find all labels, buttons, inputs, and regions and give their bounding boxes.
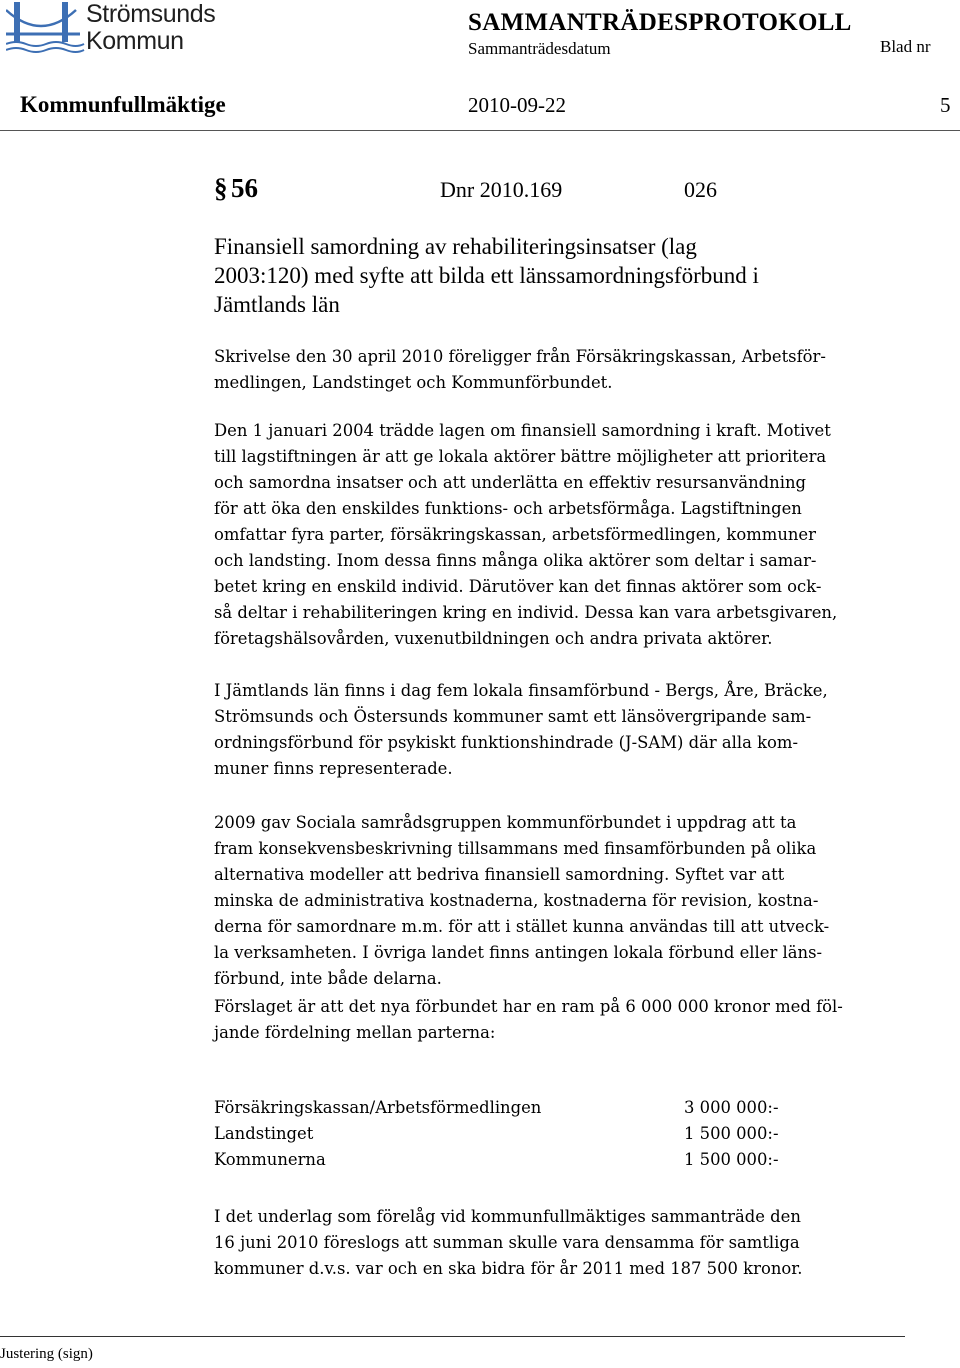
- table-row: [214, 1150, 814, 1176]
- logo-text-line2: Kommun: [86, 27, 184, 55]
- governing-body-name: Kommunfullmäktige: [20, 92, 226, 117]
- text-line: Strömsunds och Östersunds kommuner samt ett länsövergripande sam-: [214, 707, 812, 726]
- signature-label: Justering (sign): [0, 1346, 93, 1362]
- meeting-date: 2010-09-22: [468, 93, 566, 117]
- text-line: för att öka den enskildes funktions- och arbetsförmåga. Lagstiftningen: [214, 499, 802, 518]
- header-divider: [0, 130, 960, 131]
- document-title: SAMMANTRÄDESPROTOKOLL: [468, 9, 852, 36]
- footer-divider: [0, 1336, 905, 1337]
- text-line: derna för samordnare m.m. för att i stället kunna användas till att utveck-: [214, 917, 830, 936]
- text-line: förbund, inte både delarna.: [214, 969, 442, 988]
- paragraph-number: 56: [231, 173, 258, 203]
- text-line: omfattar fyra parter, försäkringskassan, arbetsförmedlingen, kommuner: [214, 525, 816, 544]
- table-row: [214, 1098, 814, 1124]
- paragraph-assignment: [214, 810, 924, 992]
- case-code: 026: [684, 177, 717, 202]
- text-line: alternativa modeller att bedriva finansiell samordning. Syftet var att: [214, 865, 785, 884]
- text-line: la verksamheten. I övriga landet finns antingen lokala förbund eller läns-: [214, 943, 823, 962]
- bridge-logo-icon: [6, 0, 86, 58]
- allocation-party: Kommunerna: [214, 1150, 326, 1169]
- item-title-line: Finansiell samordning av rehabiliteringsinsatser (lag: [214, 234, 697, 259]
- allocation-amount: 1 500 000:-: [684, 1124, 779, 1143]
- text-line: betet kring en enskild individ. Därutöver kan det finnas aktörer som ock-: [214, 577, 822, 596]
- text-line: fram konsekvensbeskrivning tillsammans med finsamförbunden på olika: [214, 839, 817, 858]
- allocation-amount: 1 500 000:-: [684, 1150, 779, 1169]
- meeting-date-label: Sammanträdesdatum: [468, 39, 611, 58]
- text-line: företagshälsovården, vuxenutbildningen och andra privata aktörer.: [214, 629, 773, 648]
- text-line: 16 juni 2010 föreslogs att summan skulle vara densamma för samtliga: [214, 1233, 800, 1252]
- allocation-party: Landstinget: [214, 1124, 314, 1143]
- text-line: Skrivelse den 30 april 2010 föreligger från Försäkringskassan, Arbetsför-: [214, 347, 826, 366]
- registration-number: Dnr 2010.169: [440, 177, 563, 202]
- text-line: kommuner d.v.s. var och en ska bidra för år 2011 med 187 500 kronor.: [214, 1259, 803, 1278]
- paragraph-proposal: [214, 994, 924, 1046]
- item-title-line: 2003:120) med syfte att bilda ett länssamordningsförbund i: [214, 263, 759, 288]
- text-line: 2009 gav Sociala samrådsgruppen kommunförbundet i uppdrag att ta: [214, 813, 797, 832]
- text-line: och samordna insatser och att underlätta en effektiv resursanvändning: [214, 473, 807, 492]
- page-number: 5: [940, 93, 951, 117]
- text-line: minska de administrativa kostnaderna, kostnaderna för revision, kostna-: [214, 891, 819, 910]
- paragraph-previous-basis: [214, 1204, 924, 1282]
- text-line: så deltar i rehabiliteringen kring en individ. Dessa kan vara arbetsgivaren,: [214, 603, 838, 622]
- text-line: I Jämtlands län finns i dag fem lokala finsamförbund - Bergs, Åre, Bräcke,: [214, 681, 828, 700]
- logo-text-line1: Strömsunds: [86, 0, 216, 28]
- text-line: Förslaget är att det nya förbundet har en ram på 6 000 000 kronor med föl-: [214, 997, 843, 1016]
- item-title: [214, 232, 914, 319]
- text-line: muner finns representerade.: [214, 759, 453, 778]
- text-line: ordningsförbund för psykiskt funktionshindrade (J-SAM) där alla kom-: [214, 733, 799, 752]
- text-line: medlingen, Landstinget och Kommunförbundet.: [214, 373, 613, 392]
- text-line: och landsting. Inom dessa finns många olika aktörer som deltar i samar-: [214, 551, 817, 570]
- text-line: jande fördelning mellan parterna:: [214, 1023, 496, 1042]
- allocation-party: Försäkringskassan/Arbetsförmedlingen: [214, 1098, 542, 1117]
- allocation-amount: 3 000 000:-: [684, 1098, 779, 1117]
- page-number-label: Blad nr: [880, 37, 931, 56]
- text-line: I det underlag som förelåg vid kommunfullmäktiges sammanträde den: [214, 1207, 801, 1226]
- paragraph-current-situation: [214, 678, 924, 782]
- table-row: [214, 1124, 814, 1150]
- allocation-table: [214, 1098, 814, 1178]
- text-line: till lagstiftningen är att ge lokala aktörer bättre möjligheter att prioritera: [214, 447, 827, 466]
- paragraph-law-background: [214, 418, 924, 652]
- text-line: Den 1 januari 2004 trädde lagen om finansiell samordning i kraft. Motivet: [214, 421, 831, 440]
- item-title-line: Jämtlands län: [214, 292, 340, 317]
- paragraph-sign: §: [214, 173, 228, 203]
- paragraph-letter: [214, 344, 924, 396]
